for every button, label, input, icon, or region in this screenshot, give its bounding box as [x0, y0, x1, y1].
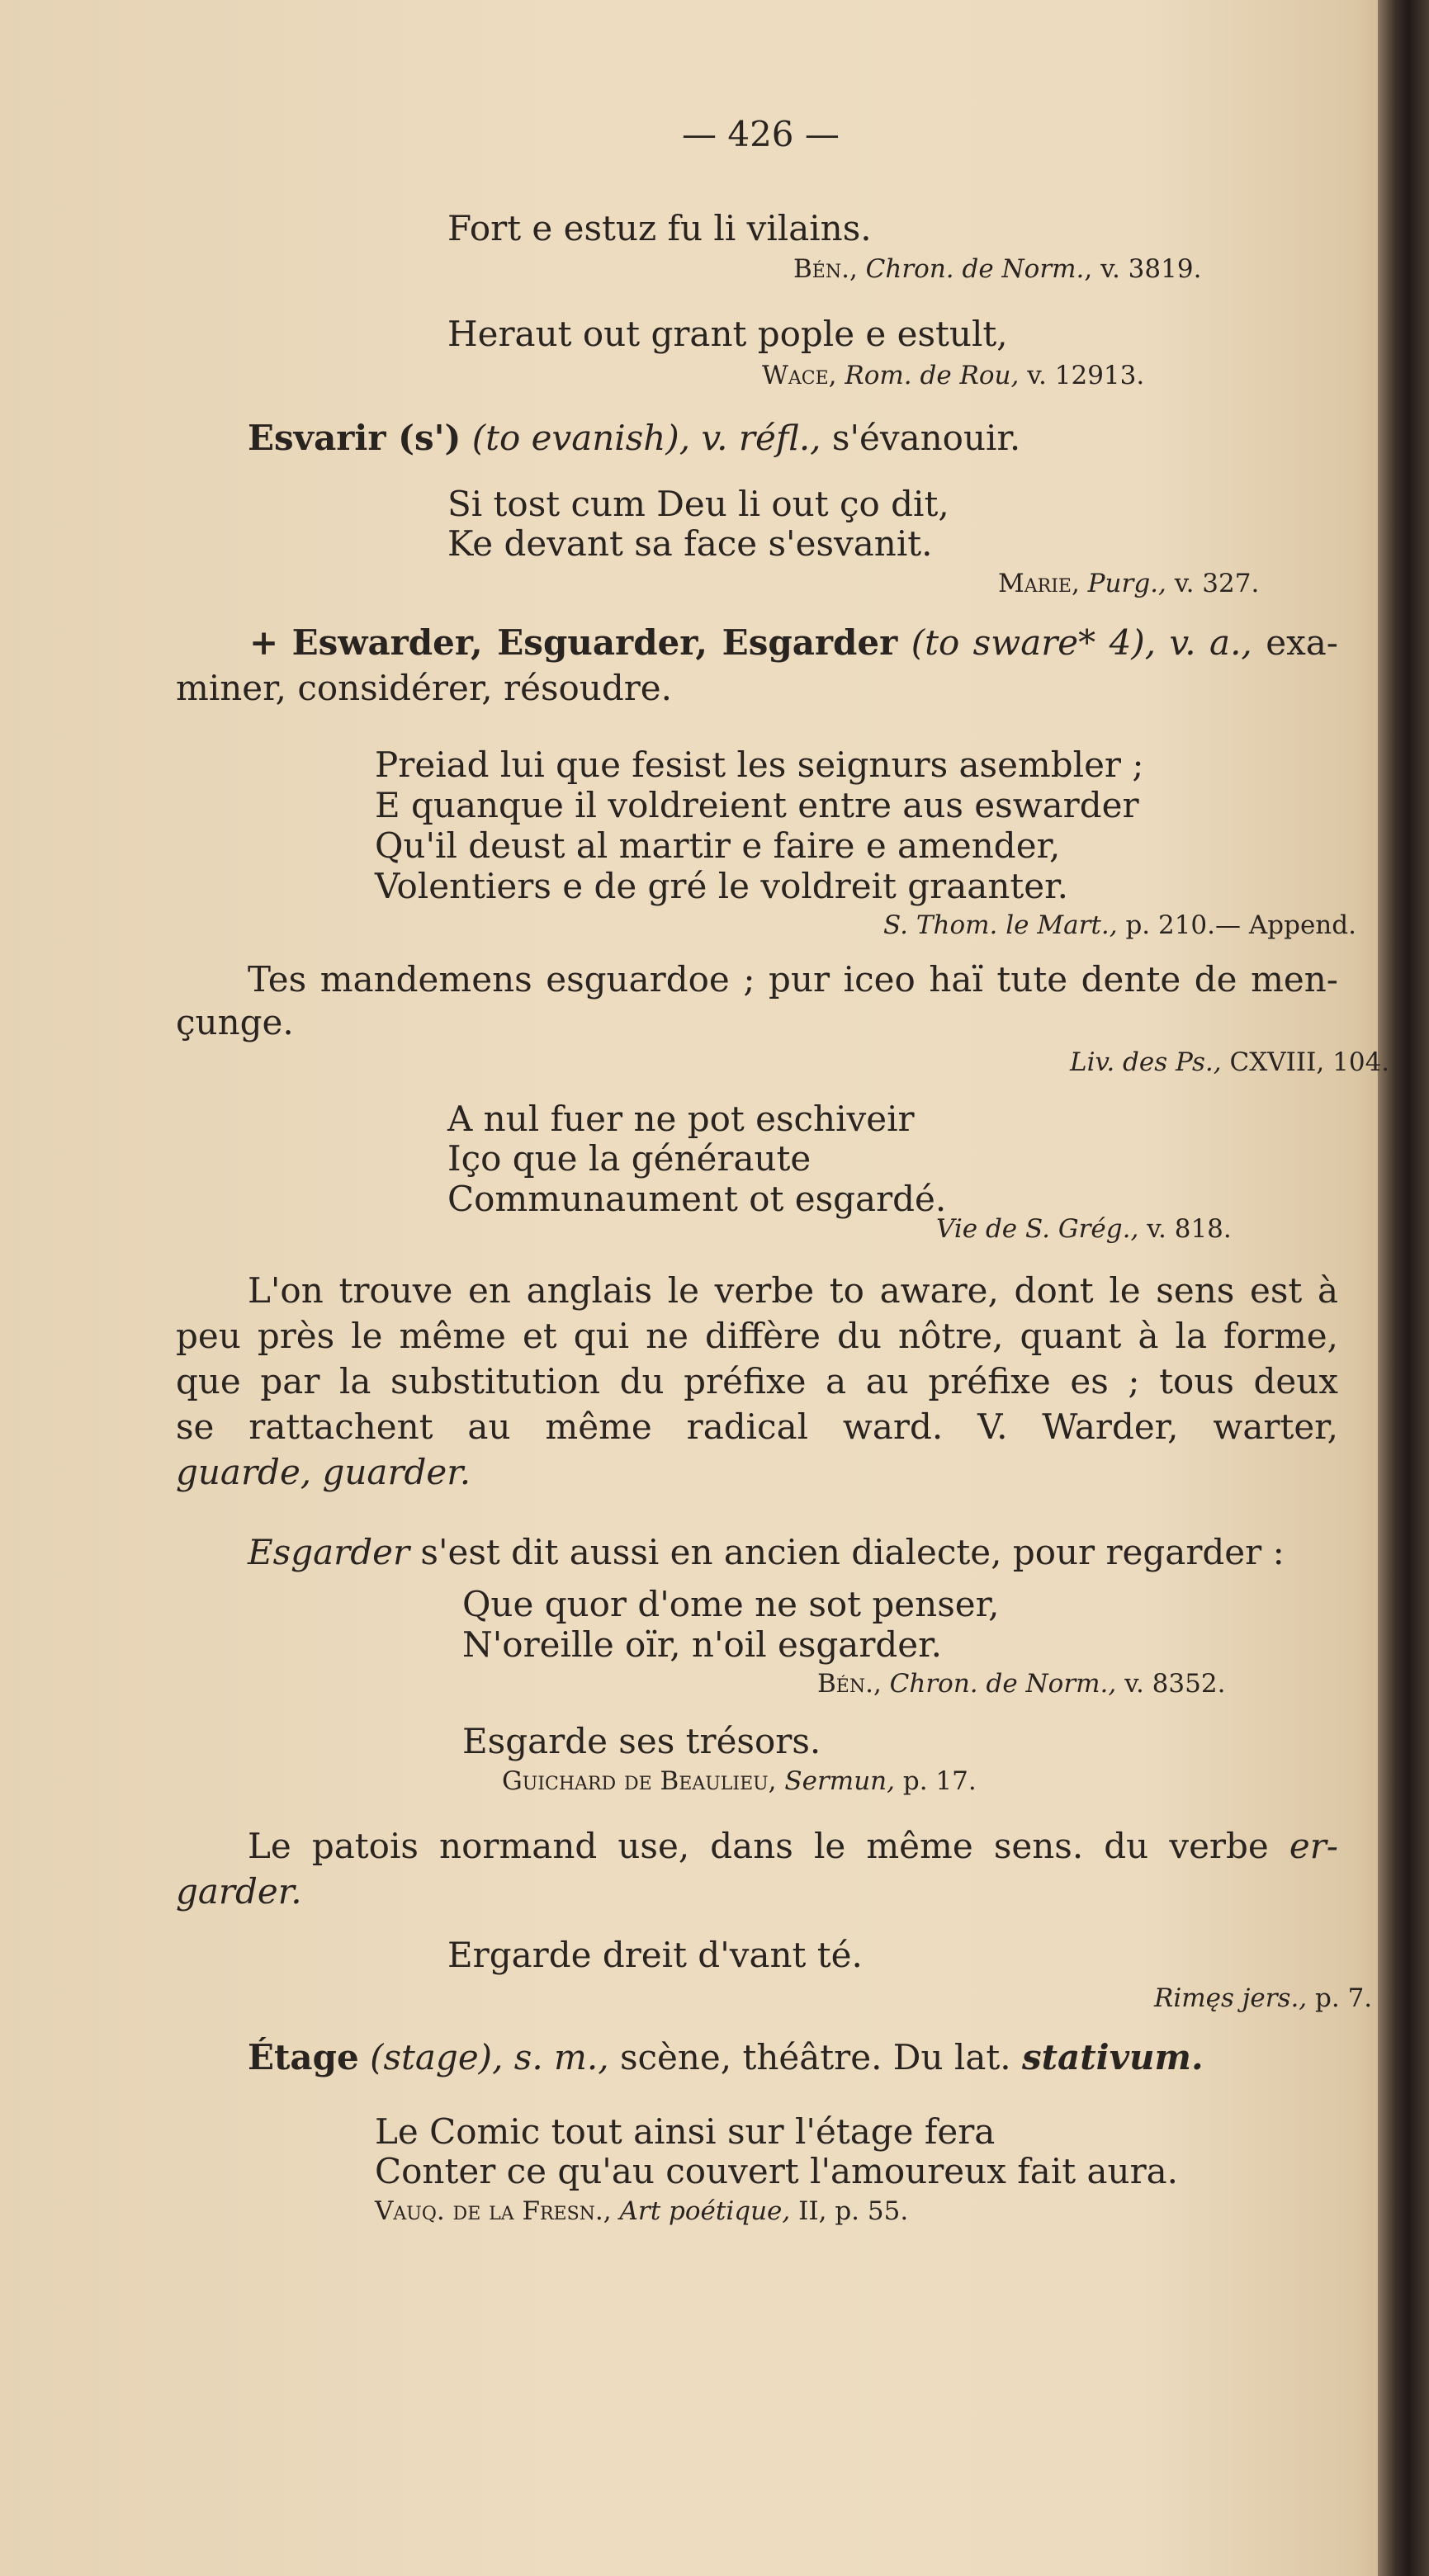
cross-mark: +	[249, 622, 279, 663]
paragraph-line: Tes mandemens esguardoe ; pur iceo haï tute dente de men-	[248, 959, 1338, 1000]
quote-line: Qu'il deust al martir e faire e amender,	[375, 825, 1061, 866]
citation	[375, 2196, 909, 2226]
paragraph-line: que par la substitution du préfixe a au préfixe es ; tous deux	[176, 1361, 1338, 1401]
dictionary-entry	[248, 418, 1021, 458]
grammar: s. m.,	[513, 2037, 609, 2077]
quote-line: E quanque il voldreient entre aus eswarder	[375, 785, 1139, 825]
quote-line: Le Comic tout ainsi sur l'étage fera	[375, 2111, 996, 2152]
paragraph-text: s'est dit aussi en ancien dialecte, pour regarder :	[420, 1532, 1285, 1572]
paragraph-line: L'on trouve en anglais le verbe to aware, dont le sens est à	[248, 1270, 1338, 1311]
paragraph-line: garder.	[176, 1871, 302, 1912]
quote-line: Ke devant sa face s'esvanit.	[447, 523, 933, 564]
cite-author: Vauq. de la Fresn.,	[375, 2196, 612, 2226]
cite-work: Liv. des Ps.,	[1070, 1047, 1222, 1077]
citation	[1070, 1047, 1390, 1077]
etymology: (stage),	[370, 2037, 504, 2077]
cite-author: Bén.	[793, 254, 849, 284]
etymology: (to sware* 4),	[911, 622, 1157, 663]
grammar: v. a.,	[1169, 622, 1252, 663]
cite-loc: p. 17.	[902, 1766, 977, 1796]
citation	[883, 910, 1356, 940]
quote-line: Volentiers e de gré le voldreit graanter.	[375, 866, 1068, 906]
cite-work: Rimęs jers.,	[1154, 1983, 1308, 2013]
cite-work: Vie de S. Grég.,	[936, 1214, 1139, 1244]
quote-line: Heraut out grant pople e estult,	[447, 314, 1008, 354]
cite-author: Marie	[998, 569, 1072, 598]
cite-loc: CXVIII, 104.	[1229, 1047, 1390, 1077]
cite-author: Bén.	[817, 1669, 873, 1699]
citation: Wace, Rom. de Rou, v. 12913.	[762, 361, 1145, 390]
definition: scène, théâtre. Du lat.	[619, 2037, 1011, 2077]
cite-loc: II, p. 55.	[798, 2196, 909, 2226]
quote-line: N'oreille oïr, n'oil esgarder.	[462, 1624, 942, 1665]
cite-loc: p. 7.	[1315, 1983, 1373, 2013]
cite-work: S. Thom. le Mart.,	[883, 910, 1118, 940]
definition: s'évanouir.	[831, 418, 1021, 458]
cite-work: Purg.,	[1087, 569, 1166, 598]
cite-loc: v. 818.	[1147, 1214, 1232, 1244]
citation: Bén., Chron. de Norm., v. 8352.	[817, 1669, 1226, 1699]
quote-line: Que quor d'ome ne sot penser,	[462, 1584, 1000, 1624]
cite-loc: v. 8352.	[1124, 1669, 1226, 1699]
citation: Bén., Chron. de Norm., v. 3819.	[793, 254, 1202, 284]
headword: Eswarder, Esguarder, Esgarder	[291, 622, 898, 663]
headword: Esvarir (s')	[248, 418, 461, 458]
cite-loc: v. 327.	[1174, 569, 1260, 598]
grammar: v. réfl.,	[701, 418, 821, 458]
quote-line: Iço que la généraute	[447, 1138, 812, 1179]
paragraph-line	[248, 1826, 1338, 1866]
cite-loc: v. 12913.	[1027, 361, 1145, 390]
quote-line: Fort e estuz fu li vilains.	[447, 208, 872, 248]
cite-loc: p. 210.— Append.	[1125, 910, 1356, 940]
cite-work: Sermun,	[784, 1766, 895, 1796]
citation	[936, 1214, 1232, 1244]
paragraph-text: Le patois normand use, dans le même sens. du verbe	[248, 1826, 1269, 1866]
citation: Marie, Purg., v. 327.	[998, 569, 1260, 598]
quote-line: Communaument ot esgardé.	[447, 1179, 947, 1219]
latin-source: stativum.	[1021, 2037, 1204, 2077]
citation	[502, 1766, 977, 1796]
quote-line: A nul fuer ne pot eschiveir	[447, 1099, 915, 1139]
headword: Étage	[248, 2037, 359, 2077]
cite-work: Art poétique,	[619, 2196, 791, 2226]
page-number: — 426 —	[682, 114, 840, 154]
term: er-	[1289, 1826, 1338, 1866]
citation	[1154, 1983, 1373, 2013]
cite-work: Chron. de Norm.	[865, 254, 1085, 284]
quote-line: Si tost cum Deu li out ço dit,	[447, 484, 949, 524]
cite-author: Guichard de Beaulieu,	[502, 1766, 777, 1796]
definition-continued: miner, considérer, résoudre.	[176, 668, 673, 708]
quote-line: Conter ce qu'au couvert l'amoureux fait aura.	[375, 2151, 1179, 2191]
book-binding-edge	[1378, 0, 1429, 2576]
paragraph-line: se rattachent au même radical ward. V. Warder, warter,	[176, 1406, 1338, 1447]
paragraph-line	[248, 1532, 1285, 1572]
term: Esgarder	[248, 1532, 410, 1572]
cite-work: Chron. de Norm.,	[889, 1669, 1117, 1699]
dictionary-entry	[248, 2037, 1204, 2077]
paragraph-line: guarde, guarder.	[176, 1452, 471, 1492]
definition-start: exa-	[1266, 622, 1338, 663]
cite-work: Rom. de Rou,	[845, 361, 1020, 390]
etymology: (to evanish),	[471, 418, 691, 458]
quote-line: Preiad lui que fesist les seignurs asembler ;	[375, 744, 1144, 785]
paragraph-line: peu près le même et qui ne diffère du nôtre, quant à la forme,	[176, 1316, 1338, 1356]
cite-author: Wace	[762, 361, 829, 390]
cite-loc: v. 3819.	[1100, 254, 1202, 284]
paragraph-line: çunge.	[176, 1002, 294, 1042]
dictionary-entry	[249, 622, 1338, 663]
quote-line: Ergarde dreit d'vant té.	[447, 1935, 863, 1975]
quote-line: Esgarde ses trésors.	[462, 1721, 821, 1761]
